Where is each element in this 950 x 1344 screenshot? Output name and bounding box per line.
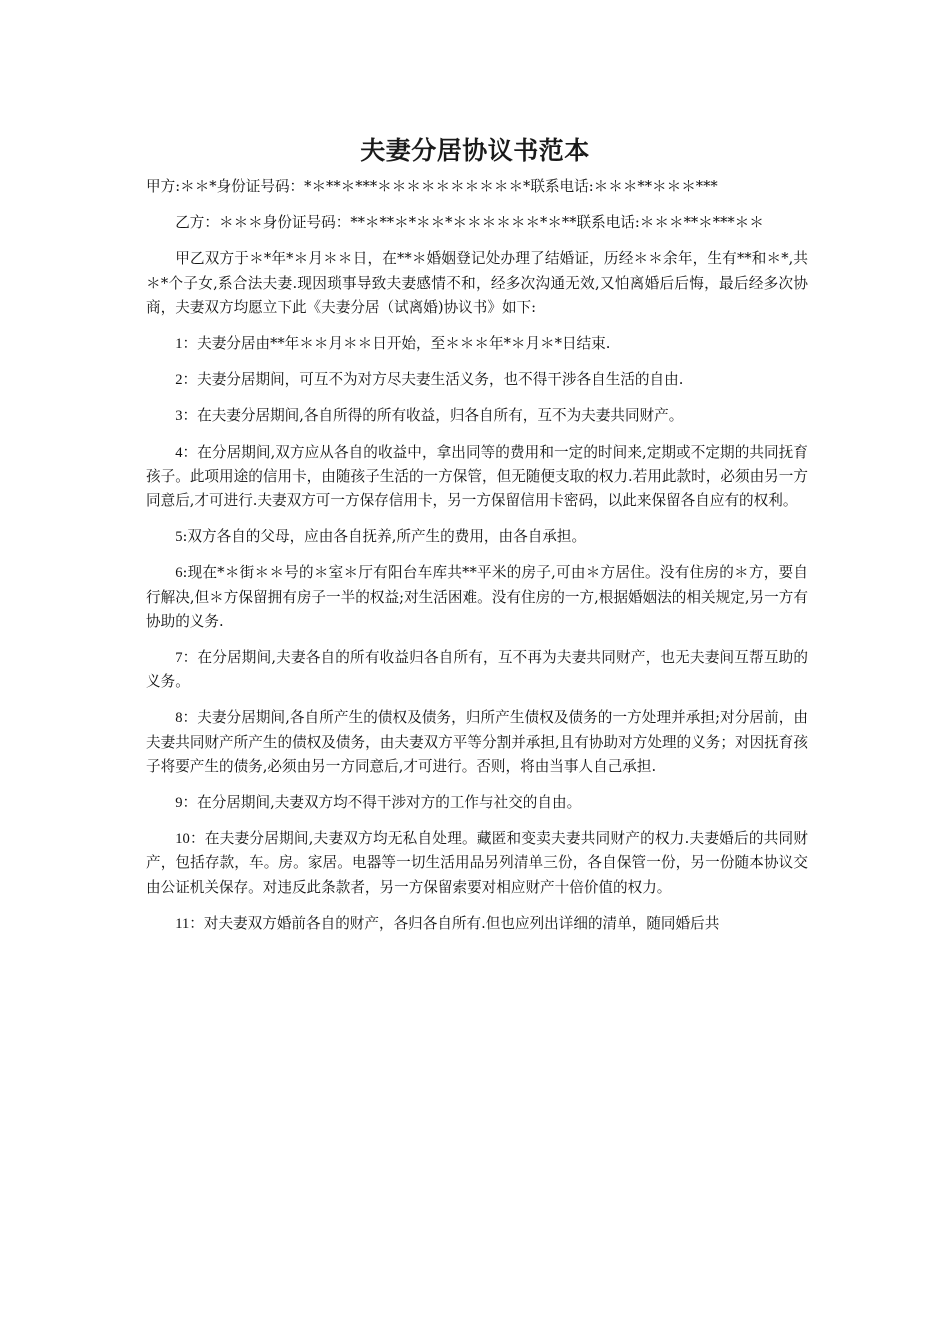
clause-text: 夫妻分居期间,各自所产生的债权及债务，归所产生债权及债务的一方处理并承担;对分居前，由夫妻共同财产所产生的债权及债务，由夫妻双方平等分割并承担,且有协助对方处理的义务；对因抚育孩子将要产生的债务,必须由另一方同意后,才可进行。否则，将由当事人自己承担.: [146, 709, 808, 775]
intro-paragraph: 甲乙双方于＊*年*＊月＊＊日，在**＊婚姻登记处办理了结婚证，历经＊＊余年，生有**和＊*,共＊*个子女,系合法夫妻.现因琐事导致夫妻感情不和，经多次沟通无效,又怕离婚后后悔，最后经多次协商，夫妻双方均愿立下此《夫妻分居（试离婚)协议书》如下:: [146, 250, 808, 316]
clause-item: [146, 646, 808, 694]
clause-text: 双方各自的父母，应由各自抚养,所产生的费用，由各自承担。: [187, 528, 587, 546]
clause-separator: ：: [189, 914, 204, 932]
clause-number: 2: [175, 372, 183, 389]
clause-separator: ：: [182, 794, 198, 812]
clause-number: 3: [175, 408, 183, 425]
clause-number: 11: [175, 915, 190, 932]
clause-list: [146, 332, 808, 936]
clause-separator: :: [182, 528, 188, 546]
clause-text: 在分居期间,夫妻双方均不得干涉对方的工作与社交的自由。: [197, 794, 582, 812]
clause-separator: ：: [189, 830, 205, 848]
clause-number: 8: [175, 710, 183, 727]
clause-item: [146, 706, 808, 779]
clause-number: 6: [175, 565, 183, 582]
clause-separator: ：: [182, 371, 198, 389]
clause-number: 7: [175, 650, 183, 667]
document-title: 夫妻分居协议书范本: [360, 136, 590, 165]
clause-text: 在分居期间,夫妻各自的所有收益归各自所有，互不再为夫妻共同财产，也无夫妻间互帮互助的义务。: [146, 649, 808, 691]
clause-item: [146, 912, 808, 936]
clause-number: 10: [175, 831, 190, 848]
clause-text: 在夫妻分居期间,夫妻双方均无私自处理。藏匿和变卖夫妻共同财产的权力.夫妻婚后的共同财产，包括存款，车。房。家居。电器等一切生活用品另列清单三份，各自保管一份，另一份随本协议交由公证机关保存。对违反此条款者，另一方保留索要对相应财产十倍价值的权力。: [146, 830, 808, 896]
clause-item: [146, 827, 808, 900]
party-a-line: 甲方:＊＊*身份证号码：*＊**＊***＊＊＊＊＊＊＊＊＊＊*联系电话:＊＊＊**＊＊＊***: [146, 178, 718, 195]
party-b-line: 乙方：＊＊＊身份证号码：**＊**＊*＊＊*＊＊＊＊＊＊*＊**联系电话:＊＊＊**＊***＊＊: [175, 214, 764, 232]
clause-number: 5: [175, 529, 183, 546]
document-body: [146, 175, 808, 948]
clause-text: 在分居期间,双方应从各自的收益中，拿出同等的费用和一定的时间来,定期或不定期的共同抚育孩子。此项用途的信用卡，由随孩子生活的一方保管，但无随便支取的权力.若用此款时，必须由另一方同意后,才可进行.夫妻双方可一方保存信用卡，另一方保留信用卡密码，以此来保留各自应有的权利。: [146, 443, 808, 510]
clause-separator: ：: [182, 443, 198, 461]
clause-number: 4: [175, 444, 183, 461]
clause-text: 夫妻分居由**年＊＊月＊＊日开始，至＊＊＊年*＊月＊*日结束.: [197, 335, 611, 353]
clause-item: [146, 791, 808, 815]
clause-item: [146, 525, 808, 549]
clause-text: 夫妻分居期间，可互不为对方尽夫妻生活义务，也不得干涉各自生活的自由.: [197, 371, 684, 389]
clause-number: 9: [175, 795, 183, 812]
clause-text: 对夫妻双方婚前各自的财产，各归各自所有.但也应列出详细的清单，随同婚后共: [203, 914, 720, 932]
clause-separator: ：: [182, 709, 198, 727]
clause-item: [146, 368, 808, 392]
clause-item: [146, 561, 808, 634]
clause-separator: ：: [182, 649, 198, 667]
clause-separator: ：: [182, 335, 198, 353]
clause-item: [146, 332, 808, 356]
clause-text: 在夫妻分居期间,各自所得的所有收益，归各自所有，互不为夫妻共同财产。: [197, 407, 684, 425]
clause-text: 现在*＊街＊＊号的＊室＊厅有阳台车库共**平米的房子,可由＊方居住。没有住房的＊方，要自行解决,但＊方保留拥有房子一半的权益;对生活困难。没有住房的一方,根据婚姻法的相关规定,另一方有协助的义务.: [146, 564, 808, 630]
clause-item: [146, 404, 808, 428]
clause-separator: ：: [182, 407, 198, 425]
clause-item: [146, 441, 808, 514]
clause-separator: :: [182, 564, 188, 582]
clause-number: 1: [175, 336, 183, 353]
